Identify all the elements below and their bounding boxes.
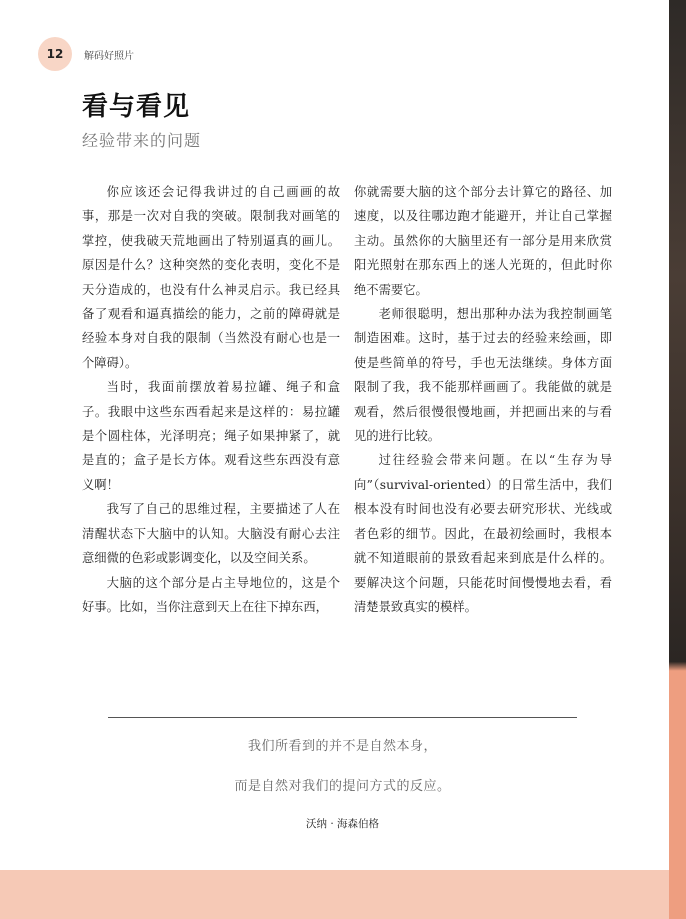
paragraph: 当时，我面前摆放着易拉罐、绳子和盒子。我眼中这些东西看起来是这样的：易拉罐是个圆柱体，光泽明亮；绳子如果抻紧了，就是直的；盒子是长方体。观看这些东西没有意义啊！ [82,380,340,492]
pull-quote-line-2: 而是自然对我们的提问方式的反应。 [234,779,451,794]
bottom-accent-band [0,870,669,919]
paragraph: 你就需要大脑的这个部分去计算它的路径、加速度，以及往哪边跑才能避开，并让自己掌握主动。虽然你的大脑里还有一部分是用来欣赏阳光照射在那东西上的迷人光斑的，但此时你绝不需要它。 [354,185,612,297]
paragraph: 大脑的这个部分是占主导地位的，这是个好事。比如，当你注意到天上在往下掉东西， [82,575,340,614]
page-number-badge [38,37,72,71]
section-title: 看与看见 [82,92,191,122]
page-number: 12 [46,47,64,61]
quote-divider [108,717,577,718]
page-edge-photo [669,0,686,919]
quote-author: 沃纳 · 海森伯格 [305,818,379,830]
body-column-left [82,180,340,619]
paragraph: 我写了自己的思维过程，主要描述了人在清醒状态下大脑中的认知。大脑没有耐心去注意细微的色彩或影调变化，以及空间关系。 [82,502,340,566]
running-title: 解码好照片 [84,51,134,62]
section-subtitle: 经验带来的问题 [82,131,202,150]
paragraph: 老师很聪明，想出那种办法为我控制画笔制造困难。这时，基于过去的经验来绘画，即使是些简单的符号，手也无法继续。身体方面限制了我，我不能那样画画了。我能做的就是观看，然后很慢很慢地画，并把画出来的与看见的进行比较。 [354,307,612,444]
body-column-right [354,180,612,619]
pull-quote-line-1: 我们所看到的并不是自然本身， [247,739,437,754]
paragraph: 你应该还会记得我讲过的自己画画的故事，那是一次对自我的突破。限制我对画笔的掌控，使我破天荒地画出了特别逼真的画儿。原因是什么？这种突然的变化表明，变化不是天分造成的，也没有什么神灵启示。我已经具备了观看和逼真描绘的能力，之前的障碍就是经验本身对自我的限制（当然没有耐心也是一个障碍）。 [82,185,340,370]
paragraph: 过往经验会带来问题。在以“生存为导向”（survival-oriented）的日常生活中，我们根本没有时间也没有必要去研究形状、光线或者色彩的细节。因此，在最初绘画时，我根本就不知道眼前的景致看起来到底是什么样的。要解决这个问题，只能花时间慢慢地去看，看清楚景致真实的模样。 [354,453,612,614]
